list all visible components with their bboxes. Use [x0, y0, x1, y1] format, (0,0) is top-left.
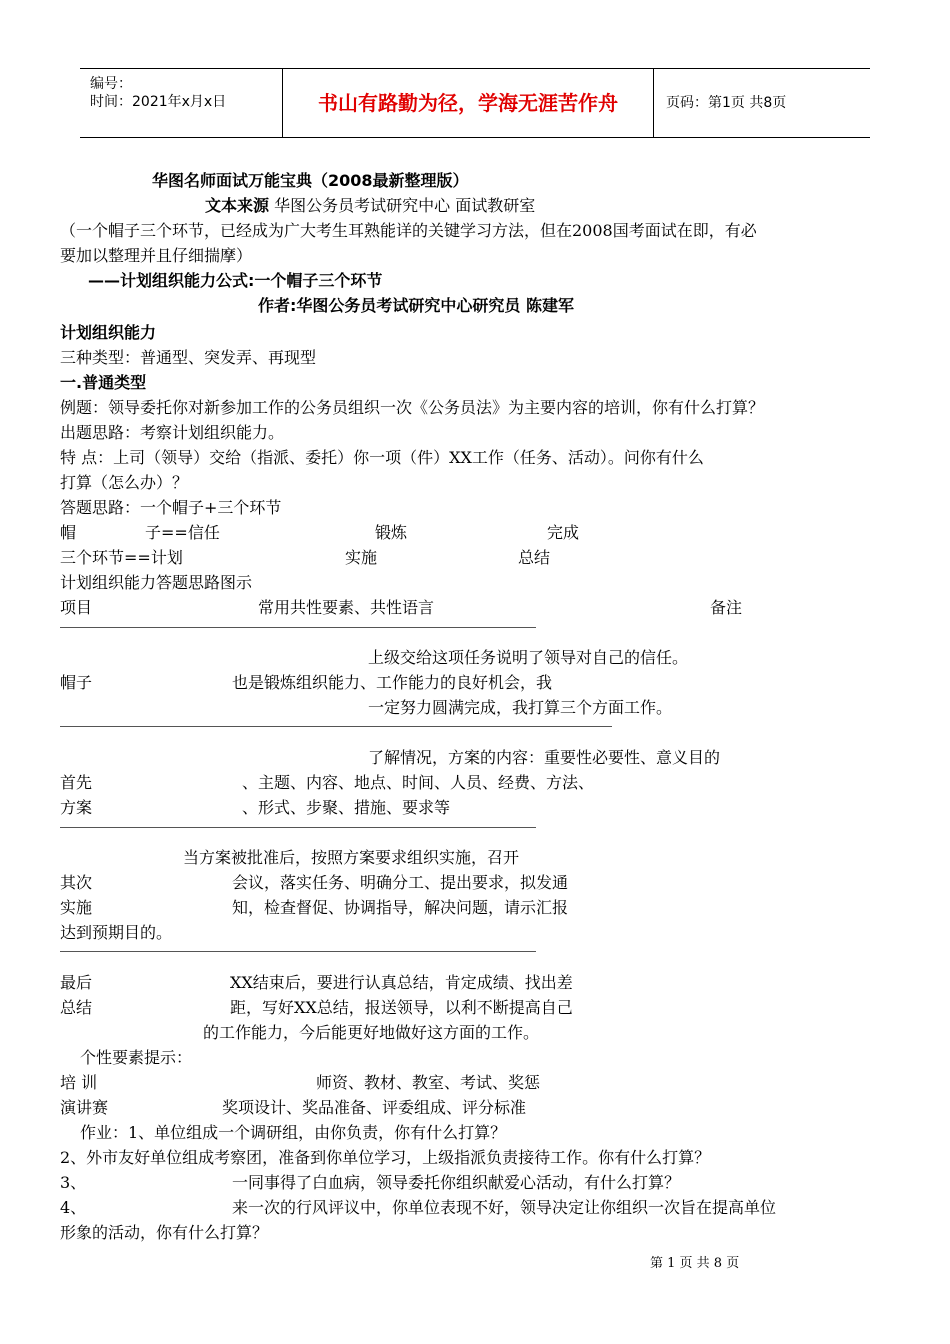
hat-label: 帽 — [60, 523, 77, 542]
source-label: 文本来源 — [205, 196, 270, 215]
author: 作者:华图公务员考试研究中心研究员 陈建军 — [258, 296, 574, 315]
hat-complete: 完成 — [547, 523, 580, 542]
feature-line: 特 点：上司（领导）交给（指派、委托）你一项（件）XX工作（任务、活动）。问你有什么 — [60, 448, 704, 467]
example-line: 例题：领导委托你对新参加工作的公务员组织一次《公务员法》为主要内容的培训，你有什么打算？ — [60, 398, 765, 417]
answer-idea: 答题思路：一个帽子+三个环节 — [60, 498, 282, 517]
tips-title: 个性要素提示： — [80, 1048, 193, 1067]
homework-num: 4、 — [60, 1198, 87, 1217]
plan-row: 了解情况，方案的内容：重要性必要性、意义目的 — [368, 748, 721, 767]
page-header — [80, 68, 870, 138]
hat-row-label: 帽子 — [60, 673, 93, 692]
types-line: 三种类型：普通型、突发弄、再现型 — [60, 348, 317, 367]
tip-value: 奖项设计、奖品准备、评委组成、评分标准 — [222, 1098, 527, 1117]
divider — [60, 726, 612, 727]
tip-label: 演讲赛 — [60, 1098, 109, 1117]
doc-number: 编号： — [90, 76, 132, 92]
plan-label: 方案 — [60, 798, 93, 817]
sum-row: 距，写好XX总结，报送领导，以利不断提高自己 — [230, 998, 573, 1017]
source-line — [205, 193, 535, 216]
hat-row: 也是锻炼组织能力、工作能力的良好机会，我 — [232, 673, 553, 692]
col-item: 项目 — [60, 598, 93, 617]
plan-row: 、主题、内容、地点、时间、人员、经费、方法、 — [242, 773, 595, 792]
three-sum: 总结 — [518, 548, 551, 567]
impl-row: 会议，落实任务、明确分工、提出要求，拟发通 — [232, 873, 569, 892]
divider — [60, 627, 536, 628]
impl-label: 实施 — [60, 898, 93, 917]
hat-row: 上级交给这项任务说明了领导对自己的信任。 — [368, 648, 689, 667]
header-page: 页码：第1页 共8页 — [666, 95, 787, 111]
hat-row: 一定努力圆满完成，我打算三个方面工作。 — [368, 698, 673, 717]
header-motto: 书山有路勤为径，学海无涯苦作舟 — [283, 69, 654, 137]
tip-label: 培 训 — [60, 1073, 98, 1092]
tip-value: 师资、教材、教室、考试、奖惩 — [316, 1073, 541, 1092]
idea-line: 出题思路：考察计划组织能力。 — [60, 423, 285, 442]
col-note: 备注 — [710, 598, 743, 617]
three-impl: 实施 — [345, 548, 378, 567]
page-footer: 第 1 页 共 8 页 — [650, 1256, 740, 1271]
plan-label: 首先 — [60, 773, 93, 792]
source-value: 华图公务员考试研究中心 面试教研室 — [269, 196, 536, 215]
impl-row: 达到预期目的。 — [60, 923, 173, 942]
doc-time: 时间：2021年x月x日 — [90, 94, 227, 110]
hat-train: 锻炼 — [375, 523, 408, 542]
feature-line: 打算（怎么办）？ — [60, 473, 189, 492]
intro-line: （一个帽子三个环节，已经成为广大考生耳熟能详的关键学习方法，但在2008国考面试在即，有必 — [60, 221, 757, 240]
col-common: 常用共性要素、共性语言 — [258, 598, 435, 617]
homework-line: 2、外市友好单位组成考察团，准备到你单位学习，上级指派负责接待工作。你有什么打算？ — [60, 1148, 711, 1167]
plan-row: 、形式、步聚、措施、要求等 — [242, 798, 451, 817]
homework-line: 一同事得了白血病，领导委托你组织献爱心活动，有什么打算？ — [232, 1173, 681, 1192]
sum-label: 总结 — [60, 998, 93, 1017]
doc-title: 华图名师面试万能宝典（2008最新整理版） — [152, 171, 469, 190]
impl-label: 其次 — [60, 873, 93, 892]
homework-line: 作业：1、单位组成一个调研组，由你负责，你有什么打算？ — [80, 1123, 507, 1142]
divider — [60, 951, 536, 952]
intro-line: 要加以整理并且仔细揣摩） — [60, 246, 253, 265]
hat-trust: 子==信任 — [145, 523, 220, 542]
three-plan: 三个环节==计划 — [60, 548, 183, 567]
subtitle: ——计划组织能力公式:一个帽子三个环节 — [88, 271, 383, 290]
diagram-title: 计划组织能力答题思路图示 — [60, 573, 253, 592]
impl-row: 当方案被批准后，按照方案要求组织实施，召开 — [183, 848, 520, 867]
sum-row: XX结束后，要进行认真总结，肯定成绩、找出差 — [230, 973, 573, 992]
homework-line: 形象的活动，你有什么打算？ — [60, 1223, 269, 1242]
divider — [60, 827, 536, 828]
part-heading: 一.普通类型 — [60, 373, 147, 392]
impl-row: 知，检查督促、协调指导，解决问题，请示汇报 — [232, 898, 569, 917]
sum-label: 最后 — [60, 973, 93, 992]
header-meta — [80, 69, 283, 137]
homework-num: 3、 — [60, 1173, 87, 1192]
section-heading: 计划组织能力 — [60, 323, 157, 342]
sum-row: 的工作能力，今后能更好地做好这方面的工作。 — [203, 1023, 540, 1042]
homework-line: 来一次的行风评议中，你单位表现不好，领导决定让你组织一次旨在提高单位 — [232, 1198, 777, 1217]
